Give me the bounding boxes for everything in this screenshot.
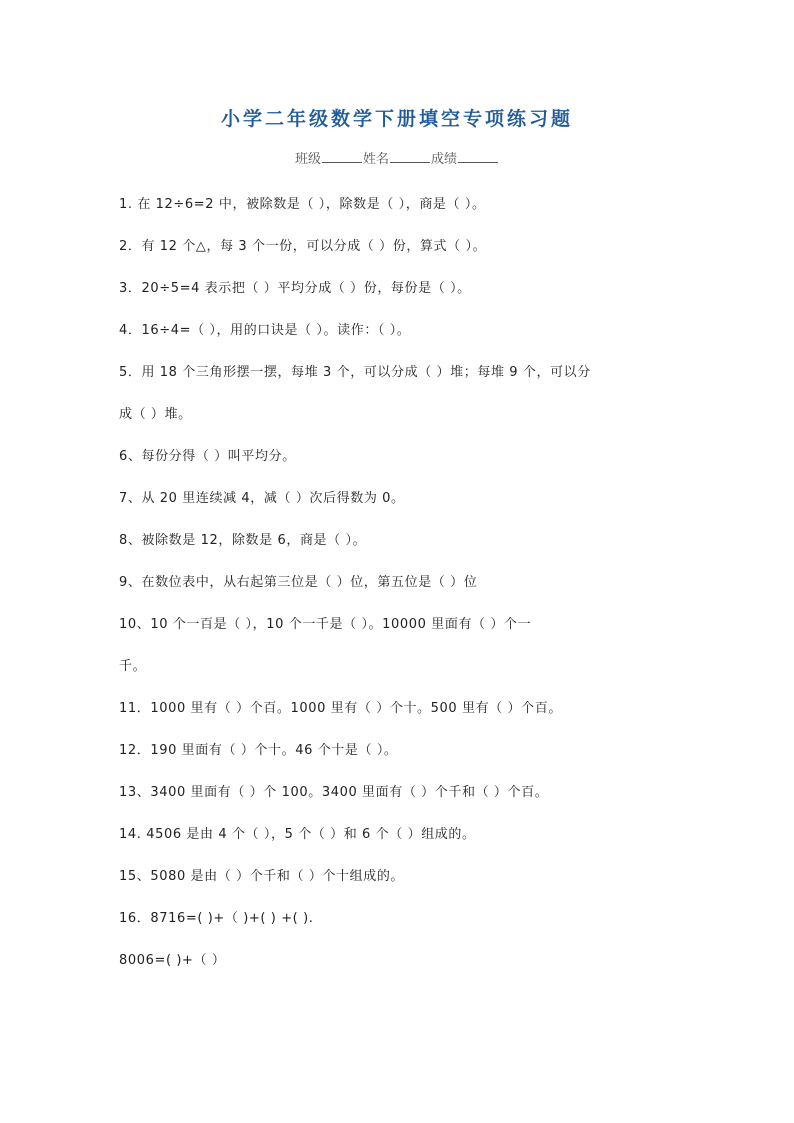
question-line: 7、从 20 里连续减 4，减（ ）次后得数为 0。 — [119, 491, 405, 506]
question-line: 14. 4506 是由 4 个（ ），5 个（ ）和 6 个（ ）组成的。 — [119, 827, 476, 842]
question-line: 15、5080 是由（ ）个千和（ ）个十组成的。 — [119, 869, 405, 884]
question-line: 8、被除数是 12，除数是 6，商是（ ）。 — [119, 533, 367, 548]
question-line: 成（ ）堆。 — [119, 407, 192, 422]
question-line: 千。 — [119, 659, 147, 674]
question-line: 6、每份分得（ ）叫平均分。 — [119, 449, 296, 464]
page-title: 小学二年级数学下册填空专项练习题 — [220, 108, 573, 130]
name-label: 姓名 — [362, 152, 389, 167]
class-blank[interactable] — [322, 150, 362, 163]
question-line: 16．8716=( )+（ )+( ) +( ). — [119, 911, 314, 926]
class-label: 班级 — [294, 152, 321, 167]
question-line: 8006=( )+（ ） — [119, 953, 226, 968]
question-line: 11．1000 里有（ ）个百。1000 里有（ ）个十。500 里有（ ）个百。 — [119, 701, 562, 716]
question-list — [119, 184, 679, 982]
question-line: 12．190 里面有（ ）个十。46 个十是（ ）。 — [119, 743, 398, 758]
name-blank[interactable] — [390, 150, 430, 163]
question-line: 1. 在 12÷6=2 中，被除数是（ ），除数是（ ），商是（ ）。 — [119, 197, 486, 212]
question-line: 10、10 个一百是（ ），10 个一千是（ ）。10000 里面有（ ）个一 — [119, 617, 532, 632]
score-label: 成绩 — [431, 152, 458, 167]
question-line: 9、在数位表中，从右起第三位是（ ）位，第五位是（ ）位 — [119, 575, 478, 590]
student-info-line — [0, 148, 794, 167]
question-line: 13、3400 里面有（ ）个 100。3400 里面有（ ）个千和（ ）个百。 — [119, 785, 549, 800]
question-line: 5．用 18 个三角形摆一摆，每堆 3 个，可以分成（ ）堆；每堆 9 个，可以分 — [119, 365, 591, 380]
question-line: 3．20÷5=4 表示把（ ）平均分成（ ）份，每份是（ ）。 — [119, 281, 471, 296]
question-line: 2．有 12 个△，每 3 个一份，可以分成（ ）份，算式（ ）。 — [119, 239, 487, 254]
question-line: 4．16÷4=（ ），用的口诀是（ ）。读作：（ ）。 — [119, 323, 411, 338]
score-blank[interactable] — [458, 150, 498, 163]
